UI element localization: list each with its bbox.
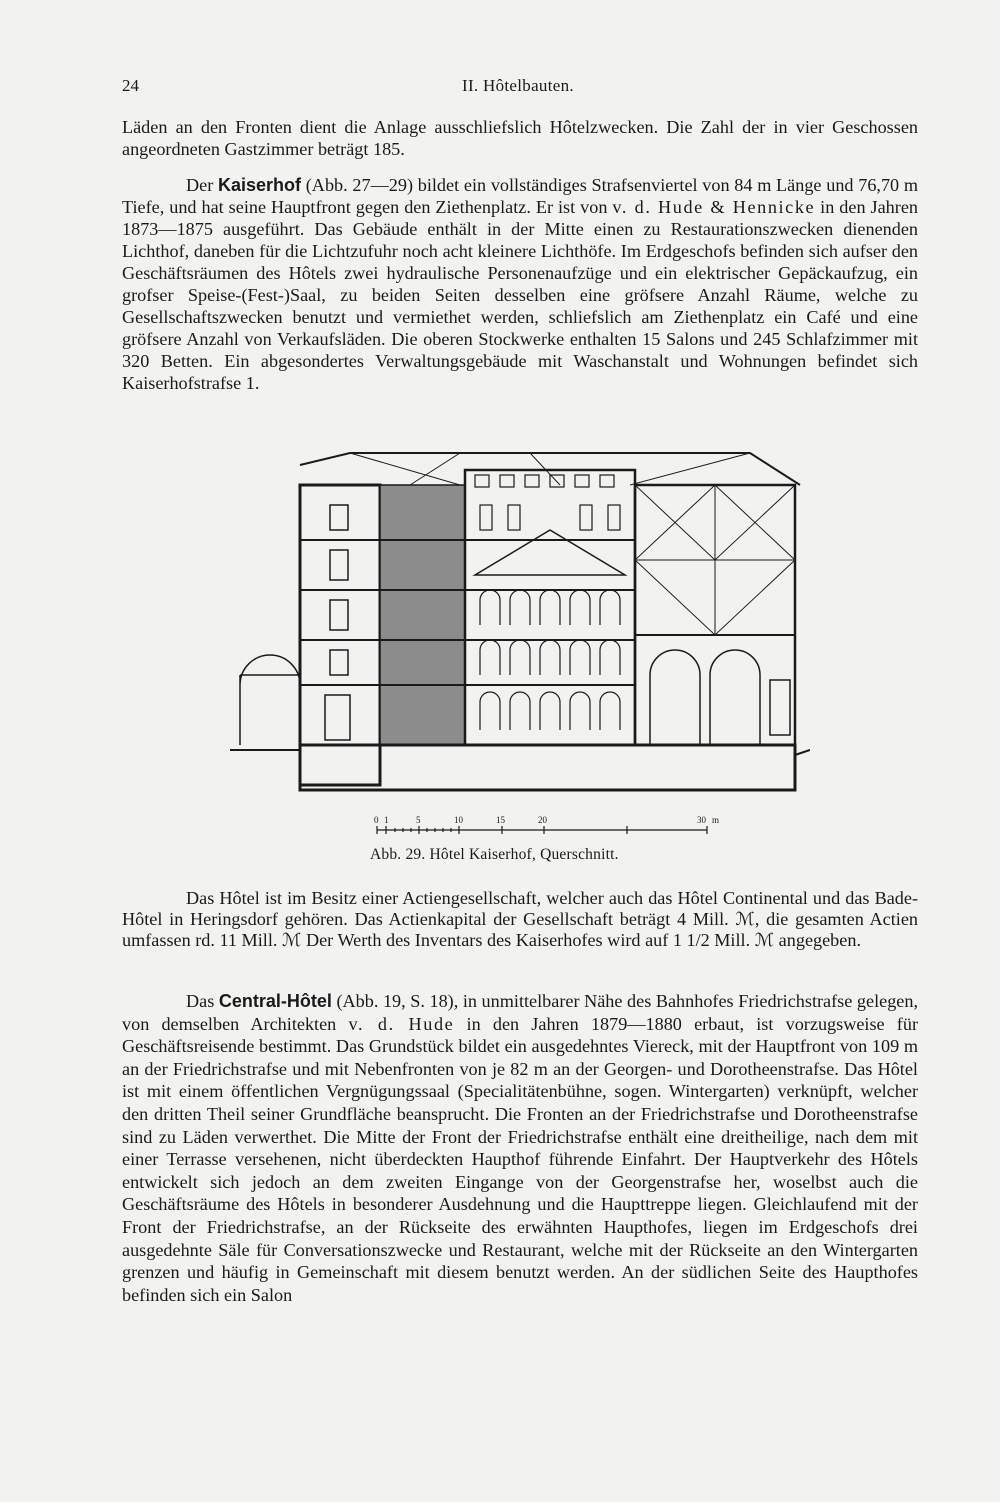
kaiserhof-cross-section-figure	[230, 445, 810, 805]
scale-label-10: 10	[454, 815, 463, 825]
kaiserhof-text-1: (Abb. 27—29) bildet ein vollständiges Strafsenviertel von 84 m Länge und 76,70 m Tiefe, und hat seine Hauptfront gegen den Ziethenplatz. Er ist von	[122, 175, 919, 217]
scale-label-5: 5	[416, 815, 421, 825]
central-hotel-text-1: (Abb. 19, S. 18), in unmittelbarer Nähe des Bahnhofes Friedrichstrafse gelegen, von demselben Architekten	[122, 991, 919, 1034]
left-loggia	[240, 655, 300, 745]
central-hotel-text-2: in den Jahren 1879—1880 erbaut, ist vorzugsweise für Geschäftsreisende bestimmt. Das Grundstück bildet ein ausgedehntes Viereck, mit der Hauptfront von 109 m an der Friedrichstrafse und mit Nebenfronten von je 82 m an der Georgen- und Dorotheenstrafse. Das Hôtel ist mit einem öffentlichen Vergnügungssaal (Specialitätenbühne, sogen. Wintergarten) verknüpft, welcher den dritten Theil seiner Grundfläche beansprucht. Die Fronten an der Friedrichstrafse und Dorotheenstrafse sind zu Läden verwerthet. Die Mitte der Front der Friedrichstrafse enthält eine dreitheilige, nach dem mit einer Terrasse versehenen, nicht überdeckten Haupthof führende Einfahrt. Der Hauptverkehr des Hôtels entwickelt sich jedoch an dem zweiten Eingange von der Georgenstrafse her, woselbst auch die Geschäftsräume des Hôtels in besonderer Ausdehnung und die Haupttreppe liegen. Gleichlaufend mit der Front der Friedrichstrafse, an der Rückseite des erwähnten Haupthofes, liegen im Erdgeschofs drei ausgedehnte Säle für Conversationszwecke und Restaurant, welche mit der Rückseite an den Wintergarten grenzen und häufig in Gemeinschaft mit diesem benutzt werden. An der südlichen Seite des Haupthofes befinden sich ein Salon	[122, 1013, 919, 1305]
page-header	[122, 68, 922, 98]
scale-label-1: 1	[384, 815, 389, 825]
central-dome	[475, 530, 625, 575]
scale-bar	[372, 812, 722, 842]
scale-label-20: 20	[538, 815, 547, 825]
scale-label-30: 30	[697, 815, 706, 825]
page-number: 24	[122, 76, 139, 95]
lightwell-left	[380, 485, 465, 745]
central-tower	[465, 470, 635, 745]
figure-caption: Abb. 29. Hôtel Kaiserhof, Querschnitt.	[370, 846, 619, 863]
paragraph-central-hotel	[122, 990, 918, 1306]
central-hotel-architect: v. d. Hude	[348, 1013, 455, 1034]
paragraph-1	[122, 116, 918, 160]
scale-label-unit: m	[712, 815, 720, 825]
kaiserhof-name: Kaiserhof	[218, 175, 302, 195]
basement	[300, 745, 795, 790]
paragraph-kaiserhof-text	[122, 174, 918, 394]
kaiserhof-intro: Der	[186, 175, 214, 195]
paragraph-company-text: Das Hôtel ist im Besitz einer Actiengesellschaft, welcher auch das Hôtel Continental und das Bade-Hôtel in Heringsdorf gehören. Das Actienkapital der Gesellschaft beträgt 4 Mill. ℳ, die gesamten Actien umfassen rd. 11 Mill. ℳ Der Werth des Inventars des Kaiserhofes wird auf 1 1/2 Mill. ℳ angegeben.	[122, 888, 918, 950]
central-hotel-name: Central-Hôtel	[218, 991, 332, 1011]
scale-label-0: 0	[374, 815, 379, 825]
paragraph-company	[122, 888, 918, 951]
paragraph-1-text: Läden an den Fronten dient die Anlage ausschliefslich Hôtelzwecken. Die Zahl der in vier Geschossen angeordneten Gastzimmer beträgt 185.	[122, 117, 918, 159]
paragraph-central-hotel-text	[122, 990, 918, 1306]
scale-label-15: 15	[496, 815, 505, 825]
kaiserhof-text-2: in den Jahren 1873—1875 ausgeführt. Das Gebäude enthält in der Mitte einen zu Restaurationszwecken dienenden Lichthof, daneben für die Lichtzufuhr noch acht kleinere Lichthöfe. Im Erdgeschofs befinden sich aufser den Geschäftsräumen des Hôtels zwei hydraulische Personenaufzüge und ein elektrischer Gepäckaufzug, ein grofser Speise-(Fest-)Saal, zu beiden Seiten desselben eine gröfsere Anzahl Räume, welche zu Gesellschaftszwecken benutzt und vermiethet werden, schliefslich am Ziethenplatz ein Café und eine gröfsere Anzahl von Verkaufsläden. Die oberen Stockwerke enthalten 15 Salons und 245 Schlafzimmer mit 320 Betten. Ein abgesondertes Verwaltungsgebäude mit Waschanstalt und Wohnungen befindet sich Kaiserhofstrafse 1.	[122, 197, 918, 393]
paragraph-kaiserhof	[122, 174, 918, 394]
kaiserhof-architects: v. d. Hude & Hennicke	[612, 197, 816, 217]
central-hotel-intro: Das	[186, 991, 215, 1011]
running-title: II. Hôtelbauten.	[462, 76, 574, 95]
